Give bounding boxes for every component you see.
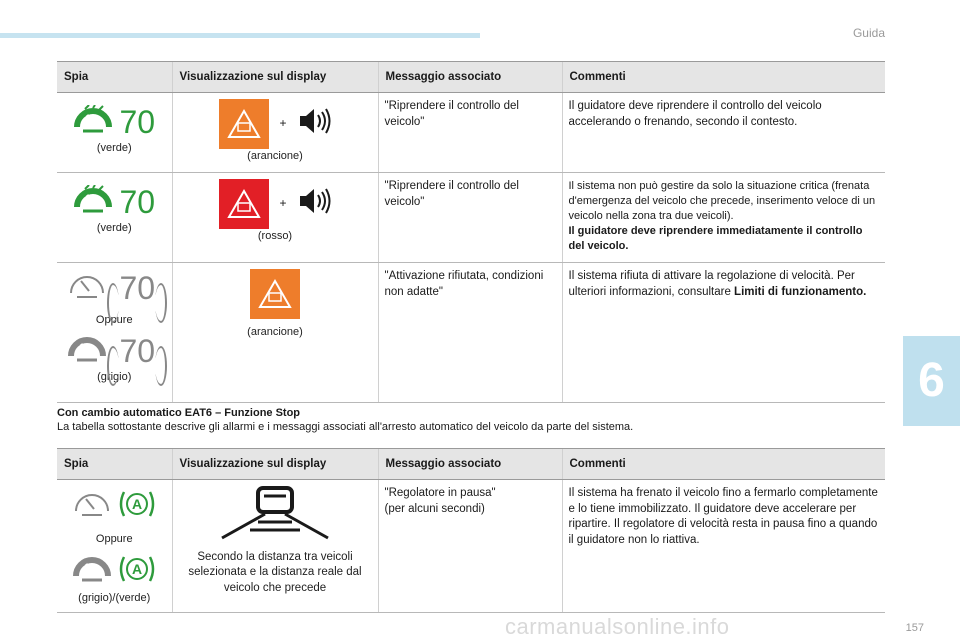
speedometer-icon [67,334,107,370]
comment-cell: Il guidatore deve riprendere il controllo del veicolo accelerando o frenando, secondo il contesto. [562,93,885,173]
spia-or: Oppure [95,532,133,545]
table-header-row [57,62,885,93]
message-cell: "Riprendere il controllo del veicolo" [378,173,562,263]
speedometer-icon [72,554,112,590]
warning-table-1 [57,61,885,403]
comment-bold: Limiti di funzionamento. [734,285,867,298]
spia-label: (grigio)/(verde) [78,591,151,604]
col-message: Messaggio associato [378,449,562,480]
display-label: (arancione) [247,150,303,162]
speedometer-icon [72,489,112,525]
spia-cell [57,173,172,263]
message-cell: "Attivazione rifiutata, condizioni non adatte" [378,263,562,403]
comment-cell: Il sistema rifiuta di attivare la regolazione di velocità. Per ulteriori informazioni, consultare Limiti di funzionamento. [562,263,885,403]
speedometer-icon [73,105,113,141]
plus-sign: + [279,196,287,211]
speed-value: 70 [119,184,156,220]
display-label: (arancione) [247,326,303,338]
table-row [57,480,885,613]
col-message: Messaggio associato [378,62,562,93]
display-cell [172,480,378,613]
display-cell [172,93,378,173]
spia-cell [57,263,172,403]
svg-text:A: A [132,561,143,577]
spia-cell [57,480,172,613]
watermark: carmanualsonline.info [505,614,730,639]
intro-text: La tabella sottostante descrive gli allarmi e i messaggi associati all'arresto automatico del veicolo da parte del sistema. [57,421,634,433]
lane-distance-icon [220,486,330,548]
speed-value: 70 [119,104,156,140]
A-auto-icon [118,488,156,526]
warning-vehicle-icon [219,99,269,149]
comment-cell: Il sistema ha frenato il veicolo fino a fermarlo completamente e lo tiene immobilizzato. Il guidatore deve accelerare per ripartire. Il regolatore di velocità resta in pausa fino a quando il guidatore non lo riattiva. [562,480,885,613]
col-spia: Spia [57,449,172,480]
speed-value: 70 [113,281,161,297]
message-cell: "Riprendere il controllo del veicolo" [378,93,562,173]
col-display: Visualizzazione sul display [172,449,378,480]
A-auto-icon [118,553,156,591]
section-title: Guida [852,26,885,40]
display-cell [172,263,378,403]
spia-label: (verde) [96,221,132,234]
display-label: (rosso) [257,230,293,242]
chapter-number: 6 [918,354,945,407]
comment-cell: Il sistema non può gestire da solo la situazione critica (frenata d'emergenza del veicolo che precede, inserimento veloce di un veicolo nella zona tra due veicoli). Il guidatore deve riprendere immediatamente il controllo del veicolo. [562,173,885,263]
table-row [57,93,885,173]
warning-vehicle-icon [219,179,269,229]
speaker-icon [297,106,331,142]
speedometer-icon [73,185,113,221]
warning-table-2 [57,448,885,613]
table-row [57,263,885,403]
table-row [57,173,885,263]
col-comments: Commenti [562,449,885,480]
page-number: 157 [905,622,924,634]
warning-vehicle-icon [250,269,300,319]
spia-label: (verde) [96,141,132,154]
section-intro [57,406,633,434]
spia-label: (grigio) [97,370,132,383]
spia-or: Oppure [95,313,133,326]
plus-sign: + [279,116,287,131]
comment-bold: Il guidatore deve riprendere immediatamente il controllo del veicolo. [568,225,863,252]
speaker-icon [297,186,331,222]
display-label: Secondo la distanza tra veicoli selezionata e la distanza reale dal veicolo che precede [188,550,362,594]
spia-cell [57,93,172,173]
chapter-tab [903,336,960,426]
speed-value: 70 [113,344,161,360]
col-spia: Spia [57,62,172,93]
message-cell: "Regolatore in pausa" (per alcuni secondi) [378,480,562,613]
header-bar [0,33,480,38]
display-cell [172,173,378,263]
table-header-row [57,449,885,480]
speedometer-icon [67,271,107,307]
col-display: Visualizzazione sul display [172,62,378,93]
col-comments: Commenti [562,62,885,93]
intro-title: Con cambio automatico EAT6 – Funzione Stop [57,407,301,419]
svg-text:A: A [132,496,143,512]
